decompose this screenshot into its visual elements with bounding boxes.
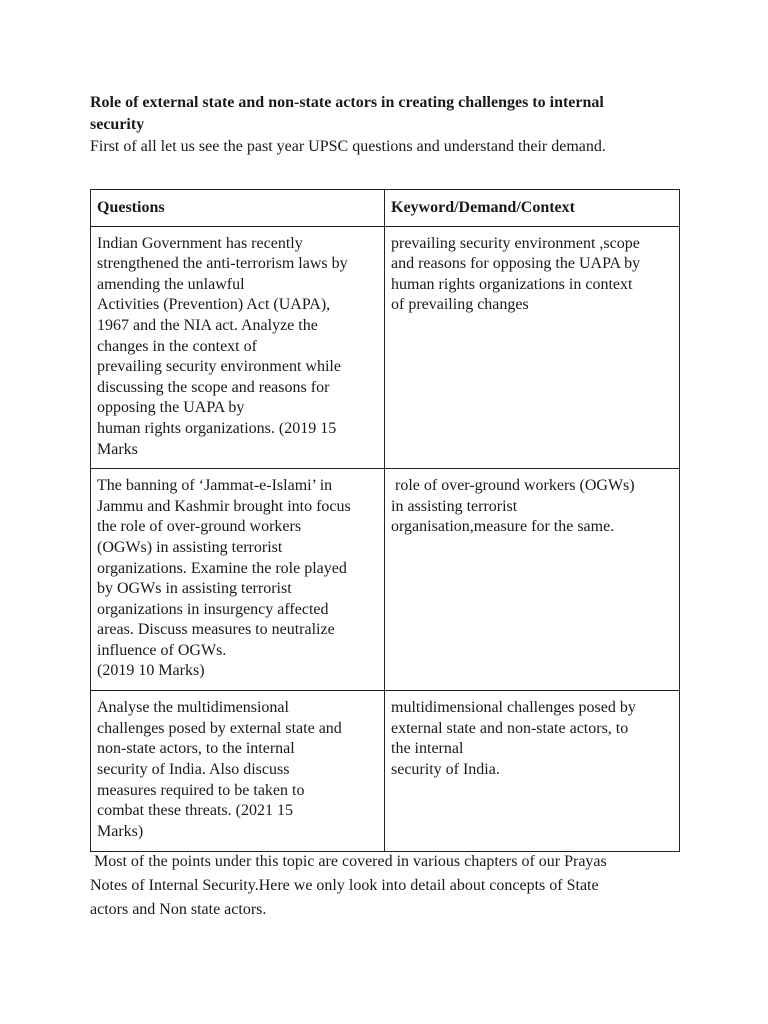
text-line: Jammu and Kashmir brought into focus	[97, 497, 351, 515]
intro-paragraph: First of all let us see the past year UPSC questions and understand their demand.	[90, 138, 606, 155]
question-cell	[91, 469, 385, 691]
text-line: (OGWs) in assisting terrorist	[97, 538, 283, 556]
text-line: influence of OGWs.	[97, 641, 227, 659]
text-line: opposing the UAPA by	[97, 399, 245, 417]
text-line: organisation,measure for the same.	[391, 518, 615, 536]
text-line: Notes of Internal Security.Here we only look into detail about concepts of State	[90, 877, 599, 894]
text-line: and reasons for opposing the UAPA by	[391, 255, 641, 273]
column-header-context: Keyword/Demand/Context	[385, 190, 680, 227]
table-row	[91, 226, 680, 469]
question-cell	[91, 691, 385, 852]
questions-table	[90, 189, 680, 852]
text-line: in assisting terrorist	[391, 497, 518, 515]
context-cell	[385, 469, 680, 691]
text-line: areas. Discuss measures to neutralize	[97, 621, 335, 639]
page-title-line: security	[90, 116, 145, 133]
text-line: Marks	[97, 440, 138, 458]
text-line: Indian Government has recently	[97, 234, 303, 252]
text-line: security of India. Also discuss	[97, 760, 290, 778]
table-row	[91, 469, 680, 691]
text-line: human rights organizations. (2019 15	[97, 419, 337, 437]
text-line: 1967 and the NIA act. Analyze the	[97, 316, 318, 334]
text-line: combat these threats. (2021 15	[97, 802, 293, 820]
text-line: of prevailing changes	[391, 296, 529, 314]
text-line: actors and Non state actors.	[90, 901, 267, 918]
page-title	[90, 92, 690, 136]
text-line: security of India.	[391, 760, 500, 778]
table-header-row	[91, 190, 680, 227]
text-line: human rights organizations in context	[391, 275, 633, 293]
text-line: external state and non-state actors, to	[391, 719, 629, 737]
text-line: amending the unlawful	[97, 275, 245, 293]
text-line: by OGWs in assisting terrorist	[97, 580, 292, 598]
text-line: discussing the scope and reasons for	[97, 378, 330, 396]
text-line: multidimensional challenges posed by	[391, 699, 636, 717]
question-cell	[91, 226, 385, 469]
table-row	[91, 691, 680, 852]
context-cell	[385, 691, 680, 852]
text-line: role of over-ground workers (OGWs)	[391, 477, 635, 495]
text-line: organizations in insurgency affected	[97, 600, 329, 618]
text-line: prevailing security environment ,scope	[391, 234, 640, 252]
text-line: The banning of ‘Jammat-e-Islami’ in	[97, 477, 333, 495]
text-line: non-state actors, to the internal	[97, 740, 295, 758]
text-line: (2019 10 Marks)	[97, 662, 205, 680]
text-line: organizations. Examine the role played	[97, 559, 347, 577]
text-line: Most of the points under this topic are covered in various chapters of our Prayas	[90, 853, 607, 870]
text-line: prevailing security environment while	[97, 358, 341, 376]
text-line: challenges posed by external state and	[97, 719, 342, 737]
text-line: strengthened the anti-terrorism laws by	[97, 255, 348, 273]
text-line: measures required to be taken to	[97, 781, 305, 799]
closing-paragraph	[90, 850, 690, 922]
context-cell	[385, 226, 680, 469]
text-line: changes in the context of	[97, 337, 257, 355]
text-line: Marks)	[97, 822, 144, 840]
text-line: the internal	[391, 740, 464, 758]
document-header	[90, 92, 690, 158]
text-line: Analyse the multidimensional	[97, 699, 289, 717]
text-line: Activities (Prevention) Act (UAPA),	[97, 296, 331, 314]
page-title-line: Role of external state and non-state actors in creating challenges to internal	[90, 94, 604, 111]
column-header-questions: Questions	[91, 190, 385, 227]
text-line: the role of over-ground workers	[97, 518, 302, 536]
